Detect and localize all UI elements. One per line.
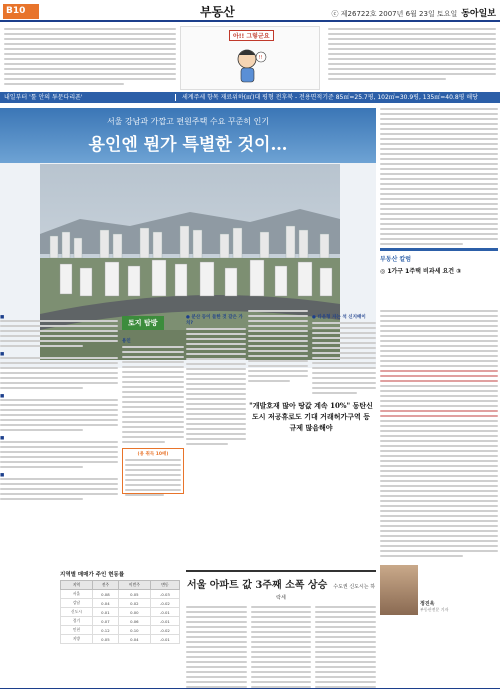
- pull-quote-text: "개발호재 많아 땅값 계속 10%" 동탄신도시 저공휴로도 기대 거래허가구역 등 규제 많음해야: [249, 401, 373, 432]
- table-cell: 0.00: [118, 608, 150, 617]
- table-cell: 0.02: [118, 599, 150, 608]
- reporter-name: 정진욱: [420, 601, 435, 607]
- timeline-box: [122, 448, 184, 494]
- feature-text-col-2: [186, 310, 246, 565]
- cartoon-label: 아!! 그렇군요: [229, 30, 274, 41]
- table-cell: -0.02: [150, 599, 179, 608]
- table-row: [61, 635, 180, 644]
- reporter-photo: [380, 565, 418, 615]
- cartoon-bubble: !!: [258, 55, 263, 61]
- table-title: 지역별 매매가 주인 현동률: [60, 572, 125, 578]
- price-table: [60, 580, 180, 644]
- table-cell: 0.07: [92, 617, 118, 626]
- feature-kicker: 서울 강남과 가깝고 편원주택 수요 꾸준히 인기: [106, 117, 270, 126]
- footer-rule: [0, 688, 500, 689]
- toji-sub-3: ● 타운형 자는 석 신지배이: [312, 315, 366, 320]
- table-row: [61, 608, 180, 617]
- bottom-headline-main: 서울 아파트 값 3주째 소폭 상승: [186, 580, 328, 591]
- price-table-box: [60, 570, 180, 685]
- top-left-column: [4, 28, 176, 86]
- table-header: 지역: [61, 581, 93, 590]
- table-cell: 0.10: [118, 626, 150, 635]
- toji-sub-1: 용인: [122, 339, 131, 344]
- table-cell: 경기: [61, 617, 93, 626]
- ticker-divider: [175, 94, 176, 101]
- ticker-left: 내일부터 '툴 안의 투문다리폰': [4, 94, 83, 101]
- table-cell: -0.02: [150, 626, 179, 635]
- left-news-column: ■ ■ ■ ■ ■: [0, 310, 118, 690]
- bottom-article: [186, 570, 376, 685]
- column-head: ◎ 1가구 1주택 비과세 요건 ③: [380, 268, 462, 275]
- table-cell: 서울: [61, 590, 93, 599]
- top-right-column: [328, 28, 496, 86]
- right-column: [380, 310, 498, 685]
- table-cell: -0.01: [150, 617, 179, 626]
- table-header: 전주: [92, 581, 118, 590]
- table-cell: 지방: [61, 635, 93, 644]
- pull-quote: [248, 400, 374, 445]
- bottom-headline: [186, 576, 376, 602]
- table-cell: 0.06: [118, 617, 150, 626]
- column-tag: 부동산 칼럼: [380, 256, 412, 263]
- aside-column: [380, 108, 498, 308]
- reporter-info: [420, 600, 496, 613]
- ticker-right: 세계주세 항목 재료위하(㎡)대 평형 전후북 - 전용면적기준 85㎡=25.7평, 102㎡=30.9평, 135㎡=40.8평 해당: [182, 94, 478, 101]
- cartoon-figure-icon: [231, 45, 271, 85]
- issue-date: ⓒ 제26722호 2007년 6월 23일 토요일: [331, 10, 458, 18]
- table-cell: -0.03: [150, 590, 179, 599]
- section-title: 부동산: [200, 5, 235, 19]
- paper-name: 동아일보: [461, 9, 496, 19]
- feature-banner: [0, 108, 376, 163]
- bottom-columns: [186, 606, 376, 691]
- table-row: [61, 617, 180, 626]
- feature-headline: 용인엔 뭔가 특별한 것이…: [88, 135, 288, 155]
- feature-text-col-1: [122, 310, 184, 565]
- table-cell: 0.04: [118, 635, 150, 644]
- table-cell: 강남: [61, 599, 93, 608]
- table-row: [61, 599, 180, 608]
- page-number-badge: B10: [3, 4, 39, 19]
- timeline-head: (용 취득 10배): [137, 452, 169, 457]
- masthead: [0, 0, 500, 22]
- table-cell: 0.05: [92, 635, 118, 644]
- toji-sub-2: ● 분산 등이 들한 것 같은 가치?: [186, 315, 243, 326]
- bottom-subheadline: 수도권 신도시는 하락세: [276, 584, 376, 601]
- table-cell: 0.05: [118, 590, 150, 599]
- table-cell: -0.01: [150, 608, 179, 617]
- issue-info: [332, 6, 496, 19]
- table-row: [61, 626, 180, 635]
- table-cell: 신도시: [61, 608, 93, 617]
- table-header: 변동: [150, 581, 179, 590]
- ticker-bar: [0, 92, 500, 103]
- table-cell: -0.01: [150, 635, 179, 644]
- table-cell: 0.08: [92, 590, 118, 599]
- cartoon-box: [180, 26, 320, 90]
- table-cell: 0.01: [92, 608, 118, 617]
- table-header: 이번주: [118, 581, 150, 590]
- table-cell: 인천: [61, 626, 93, 635]
- table-cell: 0.04: [92, 599, 118, 608]
- aside-divider: [380, 248, 498, 251]
- toji-label: 토지 탐방: [122, 316, 164, 330]
- table-cell: 0.12: [92, 626, 118, 635]
- table-row: [61, 590, 180, 599]
- reporter-title: 부동산전문 기자: [420, 607, 449, 612]
